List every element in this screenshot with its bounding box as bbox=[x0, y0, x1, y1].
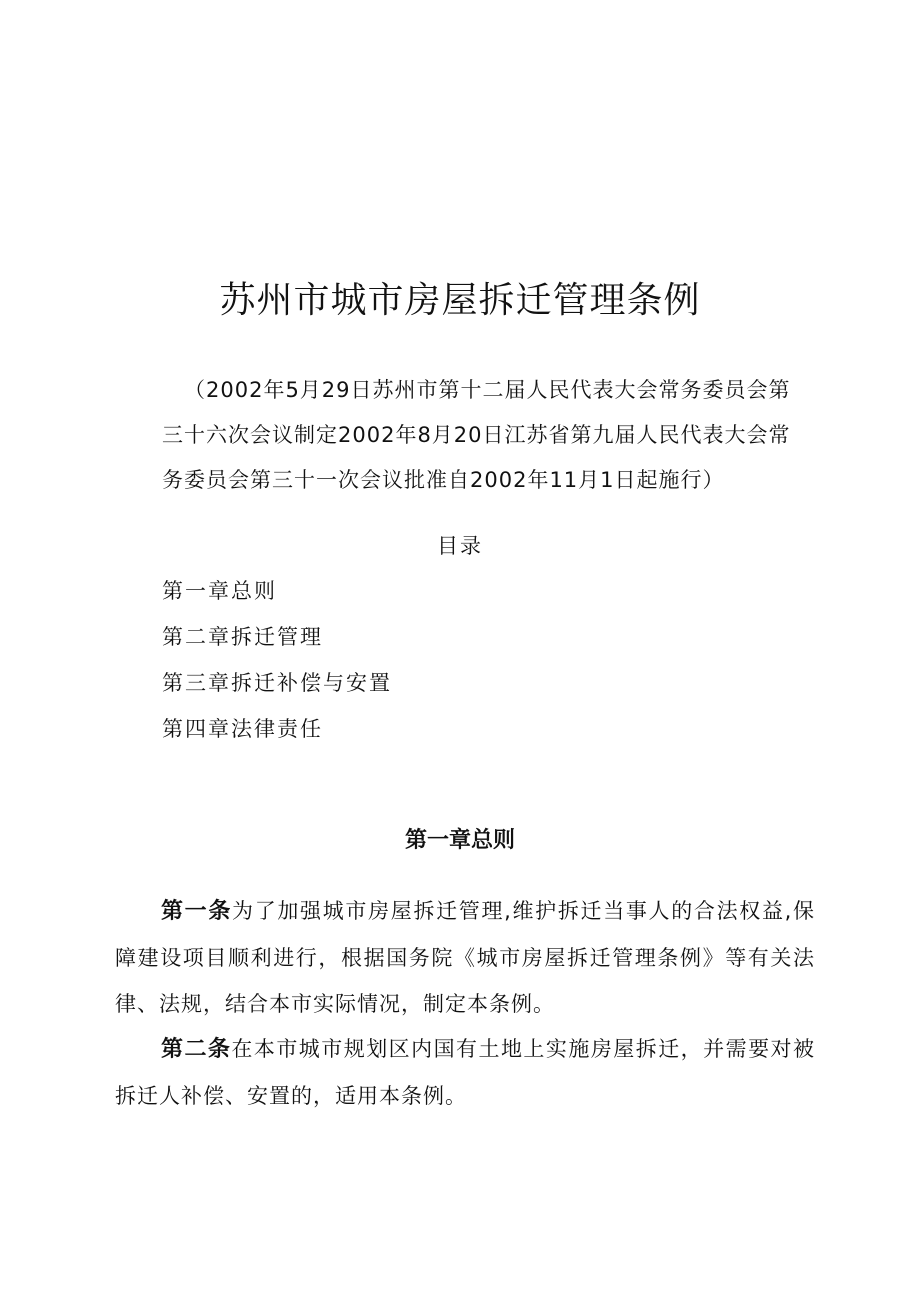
table-of-contents bbox=[162, 575, 392, 759]
article-2 bbox=[115, 1026, 815, 1119]
toc-item-chapter-2: 第二章拆迁管理 bbox=[162, 625, 323, 649]
article-1-text: 为了加强城市房屋拆迁管理,维护拆迁当事人的合法权益,保障建设项目顺利进行，根据国务院《城市房屋拆迁管理条例》等有关法律、法规，结合本市实际情况，制定本条例。 bbox=[115, 899, 815, 1016]
toc-item-chapter-3: 第三章拆迁补偿与安置 bbox=[162, 671, 392, 695]
article-1-number: 第一条 bbox=[161, 899, 233, 924]
toc-item-chapter-1: 第一章总则 bbox=[162, 579, 277, 603]
article-2-text: 在本市城市规划区内国有土地上实施房屋拆迁，并需要对被拆迁人补偿、安置的，适用本条例。 bbox=[115, 1037, 815, 1108]
document-preamble: （2002年5月29日苏州市第十二届人民代表大会常务委员会第三十六次会议制定2002年8月20日江苏省第九届人民代表大会常务委员会第三十一次会议批准自2002年11月1日起施行） bbox=[162, 378, 791, 492]
chapter-1-heading: 第一章总则 bbox=[404, 828, 515, 854]
toc-heading: 目录 bbox=[437, 534, 483, 558]
article-1 bbox=[115, 888, 815, 1027]
document-title: 苏州市城市房屋拆迁管理条例 bbox=[219, 280, 701, 322]
toc-item-chapter-4: 第四章法律责任 bbox=[162, 717, 323, 741]
article-2-number: 第二条 bbox=[161, 1037, 232, 1062]
